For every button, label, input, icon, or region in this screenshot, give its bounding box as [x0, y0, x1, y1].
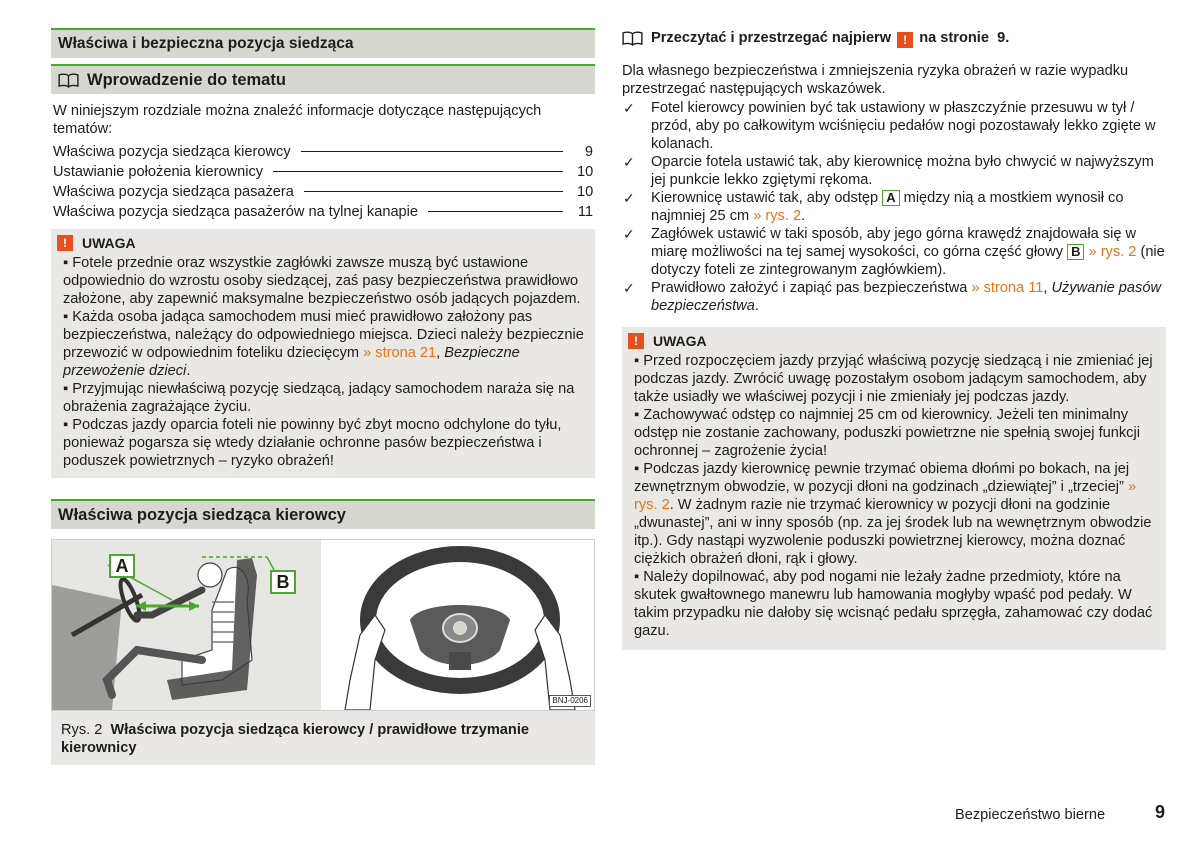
checklist-item — [622, 225, 1166, 279]
figure-caption-prefix: Rys. 2 — [61, 722, 103, 738]
toc-entry-page: 10 — [577, 164, 594, 180]
toc-entry-label: Właściwa pozycja siedząca kierowcy — [53, 144, 291, 160]
toc-entry-page: 10 — [577, 184, 594, 200]
item-text: . — [801, 208, 806, 224]
warning-title-text: UWAGA — [82, 235, 136, 251]
checklist-item: ✓ Fotel kierowcy powinien być tak ustawiony w płaszczyźnie przesuwu w tył / przód, aby po całkowitym wciśnięciu pedałów nogi pozostawały lekko zgięte w kolanach. — [622, 99, 1166, 153]
warning-paragraph: ▪ Przyjmując niewłaściwą pozycję siedzącą, jadący samochodem naraża się na obrażenia zagrażające życiu. — [63, 381, 575, 415]
section2-title-text: Właściwa pozycja siedząca kierowcy — [58, 506, 346, 524]
driver-seat-drawing — [52, 540, 321, 710]
warning-paragraph: ▪ Przed rozpoczęciem jazdy przyjąć właściwą pozycję siedzącą i nie zmieniać jej podczas jazdy. Zwrócić uwagę pozostałym osobom jadącym samochodem, aby także usiadły we właściwej pozycji i nie zmieniały jej podczas jazdy. — [634, 353, 1153, 405]
section2-title — [51, 499, 595, 529]
warning-text: ▪ Każda osoba jadąca samochodem musi mieć prawidłowo założony pas bezpieczeństwa, należący do odpowiedniego miejsca. Dzieci należy bezpiecznie przewozić w odpowiednim foteliku dziecięcym — [63, 309, 584, 361]
warning-icon: ! — [57, 235, 73, 251]
figure-code: BNJ-0206 — [549, 695, 591, 707]
warning-paragraph: ▪ Podczas jazdy oparcia foteli nie powinny być zbyt mocno odchylone do tyłu, ponieważ pogarsza się wtedy działanie ochronne pasów bezpieczeństwa i poduszek powietrznych – ryzyko obrażeń! — [63, 417, 562, 469]
checklist-item — [622, 279, 1166, 315]
figure-link[interactable]: » rys. 2 — [634, 479, 1137, 513]
steering-wheel-illustration — [325, 540, 594, 710]
warning-text: . — [186, 363, 191, 379]
right-column — [622, 28, 1166, 650]
driver-seating-illustration — [52, 540, 321, 710]
page-link[interactable]: » strona 11 — [971, 280, 1044, 296]
checklist-item: ✓ Oparcie fotela ustawić tak, aby kierownicę można było chwycić w najwyższym jej punkcie lekko zgiętymi rękoma. — [622, 153, 1166, 189]
item-text: Zagłówek ustawić w taki sposób, aby jego górna krawędź znajdowała się w miarę możliwości na tej samej wysokości, co górna część głowy — [651, 226, 1137, 260]
warning-paragraph — [61, 308, 585, 380]
intro-paragraph: Dla własnego bezpieczeństwa i zmniejszenia ryzyka obrażeń w razie wypadku przestrzegać następujących wskazówek. — [622, 63, 1129, 97]
item-text: , — [1043, 280, 1048, 296]
toc-entry-page: 11 — [577, 204, 593, 220]
page-link[interactable]: » strona 21 — [363, 345, 437, 361]
warning-icon: ! — [628, 333, 644, 349]
warning-title — [628, 332, 1156, 350]
label-box-a: A — [882, 190, 899, 206]
intro-heading-text: Wprowadzenie do tematu — [87, 71, 286, 89]
read-first-note — [622, 28, 1166, 48]
warning-box — [622, 327, 1166, 650]
toc-entry[interactable] — [53, 163, 593, 183]
warning-paragraph: ▪ Zachowywać odstęp co najmniej 25 cm od kierownicy. Jeżeli ten minimalny odstęp nie zostanie zachowany, poduszki powietrzne nie spełnią swojej funkcji ochronnej – zagrożenie życia! — [634, 407, 1140, 459]
figure-caption-text: Właściwa pozycja siedząca kierowcy / prawidłowe trzymanie kierownicy — [61, 722, 529, 756]
figure-link[interactable]: » rys. 2 — [1088, 244, 1137, 260]
chapter-reference: Bezpieczne przewożenie dzieci — [63, 345, 520, 379]
figure-label-b: B — [270, 570, 296, 594]
toc-entry-label: Ustawianie położenia kierownicy — [53, 164, 264, 180]
toc-entry-label: Właściwa pozycja siedząca pasażera — [53, 184, 294, 200]
toc-entry[interactable] — [53, 203, 593, 223]
item-text: między nią a mostkiem wynosił co najmniej 25 cm — [651, 190, 1124, 224]
item-text: (nie dotyczy foteli ze zintegrowanym zagłówkiem). — [651, 244, 1165, 278]
read-first-part: na stronie — [919, 29, 989, 46]
toc-leader — [304, 191, 563, 192]
section-title: Właściwa i bezpieczna pozycja siedząca — [51, 28, 595, 58]
steering-wheel-drawing — [325, 540, 594, 710]
left-column — [51, 28, 595, 765]
toc-leader — [301, 151, 563, 152]
figure-link[interactable]: » rys. 2 — [753, 208, 802, 224]
figure-label-a: A — [109, 554, 135, 578]
warning-title — [57, 234, 585, 252]
warning-text: ▪ Podczas jazdy kierownicę pewnie trzymać obiema dłońmi po bokach, na jej zewnętrznym obwodzie, w pozycji dłoni na godzinach „dziewiątej” i „trzeciej” — [634, 461, 1130, 495]
checklist — [622, 99, 1166, 315]
warning-paragraph: ▪ Należy dopilnować, aby pod nogami nie leżały żadne przedmioty, które na skutek gwałtownego manewru lub hamowania mogłyby wpaść pod pedały. W takim przypadku nie dałoby się wcisnąć pedału sprzęgła, zahamować czy dodać gazu. — [634, 569, 1153, 639]
warning-box — [51, 229, 595, 478]
intro-heading — [51, 64, 595, 94]
item-text: Prawidłowo założyć i zapiąć pas bezpieczeństwa — [651, 280, 968, 296]
toc-entry[interactable] — [53, 183, 593, 203]
read-first-part: Przeczytać i przestrzegać najpierw — [651, 29, 892, 46]
intro-text: W niniejszym rozdziale można znaleźć informacje dotyczące następujących tematów: — [53, 103, 542, 137]
figure — [51, 539, 595, 765]
book-icon — [58, 73, 79, 88]
toc-leader — [428, 211, 563, 212]
checklist-item — [622, 189, 1166, 225]
item-text: Kierownicę ustawić tak, aby odstęp — [651, 190, 879, 206]
warning-paragraph — [632, 460, 1156, 568]
table-of-contents — [51, 143, 595, 223]
book-icon — [622, 31, 643, 46]
warning-text: . W żadnym razie nie trzymać kierownicy w pozycji dłoni na godzinie „dwunastej”, ani w inny sposób (np. za jej środek lub na wewnętrznym obwodzie itp.). Gdy nastąpi wyzwolenie poduszki powietrznej kierowcy, można doznać ciężkich obrażeń dłoni, rąk i głowy. — [634, 497, 1152, 567]
footer-section: Bezpieczeństwo bierne — [955, 807, 1106, 823]
chapter-reference: Używanie pasów bezpieczeństwa — [651, 280, 1161, 314]
warning-text: , — [436, 345, 445, 361]
figure-image — [51, 539, 595, 711]
toc-entry[interactable] — [53, 143, 593, 163]
page-number: 9 — [1155, 802, 1166, 822]
warning-title-text: UWAGA — [653, 333, 707, 349]
toc-entry-page: 9 — [584, 144, 593, 160]
read-first-text — [651, 29, 1009, 48]
item-text: . — [754, 298, 759, 314]
warning-paragraph: ▪ Fotele przednie oraz wszystkie zagłówki zawsze muszą być ustawione odpowiednio do wzrostu osoby siedzącej, zaś pasy bezpieczeństwa prawidłowo założone, aby zapewnić maksymalne bezpieczeństwo osób jadących pojazdem. — [63, 255, 581, 307]
toc-leader — [273, 171, 563, 172]
label-box-b: B — [1067, 244, 1084, 260]
warning-icon: ! — [897, 32, 913, 48]
figure-caption — [51, 711, 595, 757]
toc-entry-label: Właściwa pozycja siedząca pasażerów na tylnej kanapie — [53, 204, 419, 220]
read-first-page: 9. — [997, 29, 1010, 46]
